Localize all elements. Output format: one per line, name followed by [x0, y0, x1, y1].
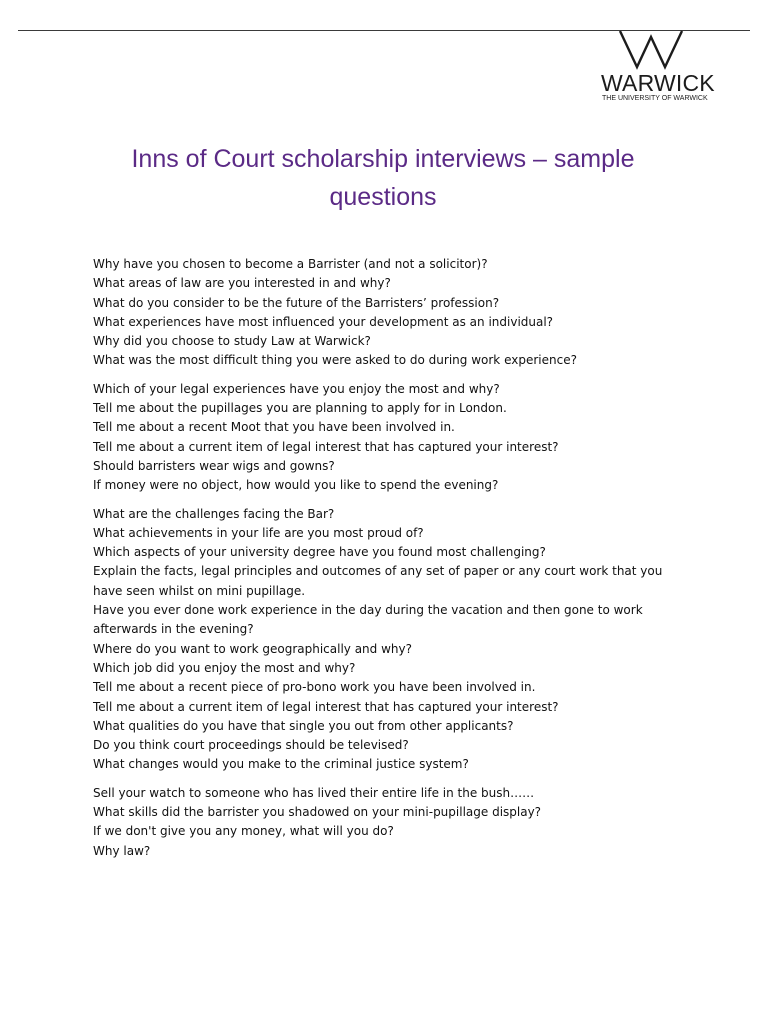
question-item: Why have you chosen to become a Barrister (and not a solicitor)?: [93, 257, 488, 271]
question-item: Why law?: [93, 843, 151, 858]
page-title: [70, 140, 696, 216]
question-item: What areas of law are you interested in and why?: [93, 276, 391, 291]
question-group-4: [93, 784, 693, 861]
question-item: If we don't give you any money, what will you do?: [93, 824, 394, 839]
question-item: Should barristers wear wigs and gowns?: [93, 458, 335, 473]
question-item: What are the challenges facing the Bar?: [93, 506, 335, 521]
question-item: Sell your watch to someone who has lived their entire life in the bush……: [93, 785, 535, 800]
logo-wordmark: WARWICK: [601, 70, 715, 96]
question-item: What do you consider to be the future of the Barristers’ profession?: [93, 295, 500, 310]
question-item: If money were no object, how would you like to spend the evening?: [93, 478, 499, 493]
title-line-1: Inns of Court scholarship interviews – sample: [131, 145, 635, 173]
warwick-logo: [598, 30, 718, 106]
title-line-2: questions: [329, 183, 437, 211]
question-item: Where do you want to work geographically and why?: [93, 641, 412, 656]
question-item: Tell me about a current item of legal interest that has captured your interest?: [93, 439, 559, 454]
question-group-2: [93, 380, 693, 496]
question-item: Have you ever done work experience in the day during the vacation and then gone to work afterwards in the evening?: [93, 603, 643, 637]
question-item: Which of your legal experiences have you enjoy the most and why?: [93, 381, 500, 396]
question-item: What changes would you make to the criminal justice system?: [93, 757, 469, 772]
question-item: Do you think court proceedings should be televised?: [93, 738, 409, 753]
question-item: What qualities do you have that single you out from other applicants?: [93, 718, 514, 733]
question-item: What was the most difficult thing you were asked to do during work experience?: [93, 353, 577, 368]
question-item: Tell me about a recent Moot that you have been involved in.: [93, 420, 455, 435]
question-group-1: [93, 255, 693, 371]
question-item: Tell me about the pupillages you are planning to apply for in London.: [93, 401, 507, 416]
question-list: [93, 255, 693, 870]
question-item: Which aspects of your university degree have you found most challenging?: [93, 545, 546, 560]
question-item: Why did you choose to study Law at Warwick?: [93, 334, 371, 349]
question-item: Which job did you enjoy the most and why?: [93, 660, 356, 675]
question-item: What skills did the barrister you shadowed on your mini-pupillage display?: [93, 805, 542, 820]
logo-subtitle: THE UNIVERSITY OF WARWICK: [602, 95, 708, 102]
question-item: Tell me about a current item of legal interest that has captured your interest?: [93, 699, 559, 714]
question-group-3: [93, 505, 693, 775]
question-item: What achievements in your life are you most proud of?: [93, 525, 424, 540]
question-item: Explain the facts, legal principles and outcomes of any set of paper or any court work that you have seen whilst on mini pupillage.: [93, 564, 663, 598]
question-item: What experiences have most influenced your development as an individual?: [93, 314, 554, 329]
warwick-w-mark-icon: [617, 30, 697, 70]
question-item: Tell me about a recent piece of pro-bono work you have been involved in.: [93, 680, 536, 695]
